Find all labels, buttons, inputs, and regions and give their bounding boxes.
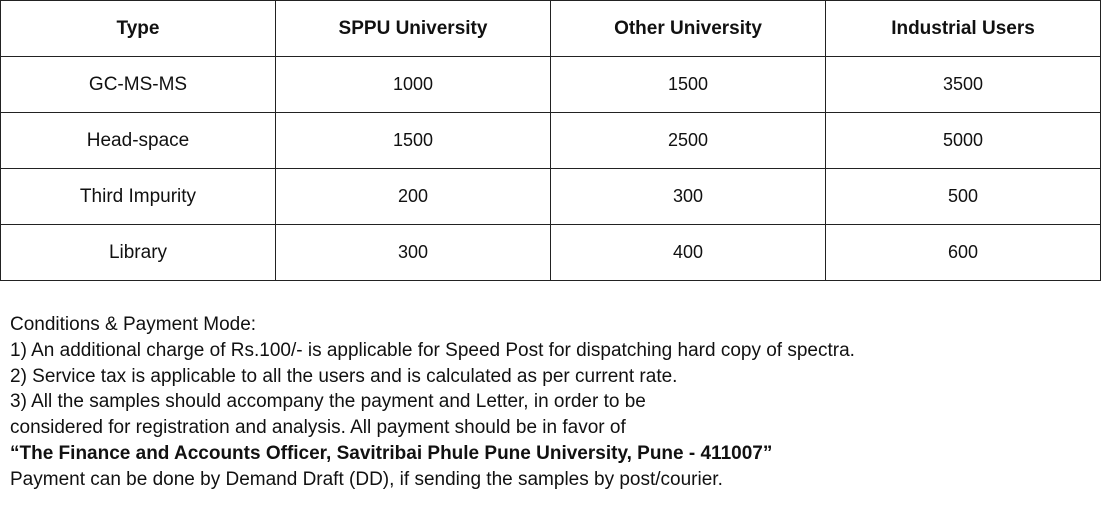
cell-sppu-price: 300 xyxy=(276,225,551,281)
condition-item-2: 2) Service tax is applicable to all the users and is calculated as per current rate. xyxy=(10,365,678,387)
table-header-row xyxy=(1,1,1101,57)
conditions-heading: Conditions & Payment Mode: xyxy=(10,314,257,335)
cell-type: Third Impurity xyxy=(1,169,276,225)
header-other-university: Other University xyxy=(551,1,826,57)
condition-item-1: 1) An additional charge of Rs.100/- is applicable for Speed Post for dispatching hard copy of spectra. xyxy=(10,339,855,361)
table-row xyxy=(1,113,1101,169)
cell-sppu-price: 200 xyxy=(276,169,551,225)
table-row xyxy=(1,225,1101,281)
header-sppu-university: SPPU University xyxy=(276,1,551,57)
table-row xyxy=(1,169,1101,225)
cell-other-price: 400 xyxy=(551,225,826,281)
cell-sppu-price: 1000 xyxy=(276,57,551,113)
cell-industrial-price: 5000 xyxy=(826,113,1101,169)
header-type: Type xyxy=(1,1,276,57)
cell-sppu-price: 1500 xyxy=(276,113,551,169)
payment-note: Payment can be done by Demand Draft (DD), if sending the samples by post/courier. xyxy=(10,468,723,490)
cell-type: Head-space xyxy=(1,113,276,169)
cell-industrial-price: 3500 xyxy=(826,57,1101,113)
conditions-section xyxy=(10,312,1095,493)
cell-industrial-price: 600 xyxy=(826,225,1101,281)
cell-type: GC-MS-MS xyxy=(1,57,276,113)
cell-other-price: 300 xyxy=(551,169,826,225)
condition-item-3-line-1: 3) All the samples should accompany the payment and Letter, in order to be xyxy=(10,391,646,413)
table-row xyxy=(1,57,1101,113)
header-industrial-users: Industrial Users xyxy=(826,1,1101,57)
payee-name: “The Finance and Accounts Officer, Savitribai Phule Pune University, Pune - 411007” xyxy=(10,442,773,464)
cell-other-price: 1500 xyxy=(551,57,826,113)
condition-item-3-line-2: considered for registration and analysis. All payment should be in favor of xyxy=(10,417,626,439)
cell-other-price: 2500 xyxy=(551,113,826,169)
cell-type: Library xyxy=(1,225,276,281)
cell-industrial-price: 500 xyxy=(826,169,1101,225)
